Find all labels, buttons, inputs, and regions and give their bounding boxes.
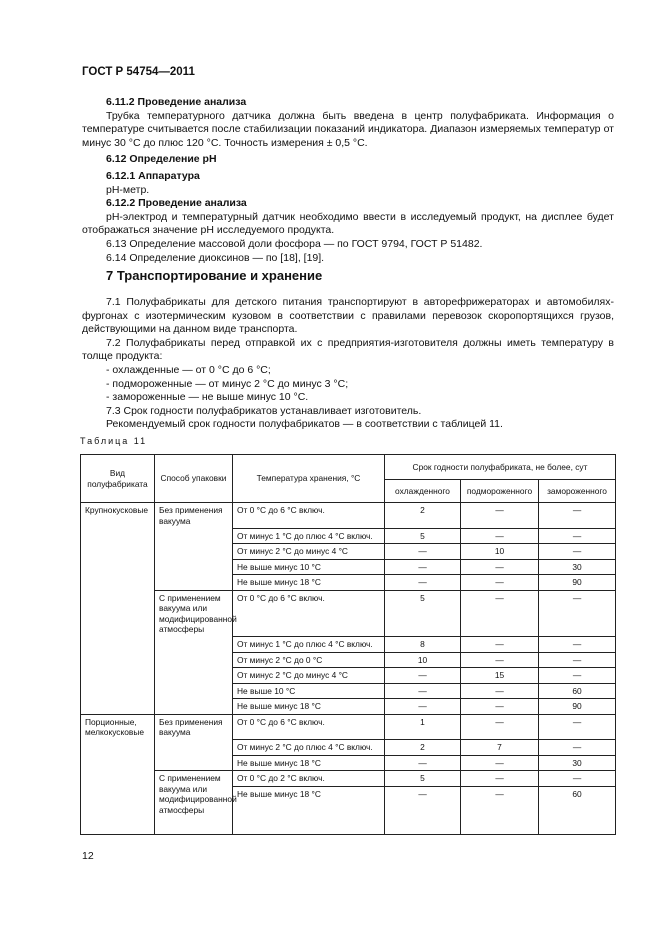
frozen-cell: 30 [539, 559, 616, 575]
chilled-cell: — [385, 683, 461, 699]
chilled-cell: — [385, 699, 461, 715]
table-row [81, 771, 616, 787]
table-row [81, 528, 616, 544]
section-7-1-text: 7.1 Полуфабрикаты для детского питания транспортируют в авторефрижераторах и автомобилях-фургонах с изотермическим кузовом в соответствии с правилами перевозок скоропортящихся грузов, действующими на данном виде транспорта. [82, 296, 614, 336]
frozen-cell: 60 [539, 786, 616, 834]
page-number: 12 [82, 850, 94, 862]
table-row [81, 544, 616, 560]
header-kind: Вид полуфабриката [81, 455, 155, 503]
product-kind-cell: Порционные, мелкокусковые [81, 714, 155, 740]
header-frozen: замороженного [539, 480, 616, 503]
section-7-body [82, 296, 614, 432]
header-pack: Способ упаковки [155, 455, 233, 503]
section-6-11-2-title: 6.11.2 Проведение анализа [106, 96, 247, 108]
temperature-cell: От 0 °С до 6 °С включ. [233, 503, 385, 529]
chilled-cell: 2 [385, 503, 461, 529]
packaging-cell: Без применения вакуума [155, 503, 233, 529]
table-row [81, 637, 616, 653]
packaging-cell: С применением вакуума или модифицированной атмосферы [155, 771, 233, 835]
temperature-cell: От 0 °С до 6 °С включ. [233, 590, 385, 637]
document-header: ГОСТ Р 54754—2011 [82, 66, 195, 78]
temperature-list-item: - подмороженные — от минус 2 °С до минус 3 °С; [106, 377, 349, 390]
table-row [81, 740, 616, 756]
chilled-cell: — [385, 786, 461, 834]
section-7-title: 7 Транспортирование и хранение [106, 268, 323, 283]
chilled-cell: — [385, 544, 461, 560]
section-7-2-text: 7.2 Полуфабрикаты перед отправкой их с предприятия-изготовителя должны иметь температуру в толще продукта: [82, 336, 614, 363]
temperature-cell: Не выше минус 18 °С [233, 786, 385, 834]
section-6-12-1-title: 6.12.1 Аппаратура [106, 169, 200, 182]
frozen-cell: — [539, 544, 616, 560]
section-6-13-text: 6.13 Определение массовой доли фосфора — по ГОСТ 9794, ГОСТ Р 51482. [106, 237, 483, 250]
chilled-cell: 5 [385, 528, 461, 544]
temperature-cell: От минус 2 °С до 0 °С [233, 652, 385, 668]
frozen-cell: — [539, 637, 616, 653]
subfrozen-cell: — [461, 786, 539, 834]
frozen-cell: — [539, 771, 616, 787]
frozen-cell: 90 [539, 575, 616, 591]
temperature-cell: Не выше минус 18 °С [233, 755, 385, 771]
chilled-cell: 8 [385, 637, 461, 653]
subfrozen-cell: — [461, 528, 539, 544]
frozen-cell: — [539, 503, 616, 529]
packaging-cell: Без применения вакуума [155, 714, 233, 740]
table-row [81, 652, 616, 668]
section-6-11-2-text: Трубка температурного датчика должна быть введена в центр полуфабриката. Информация о температуре считывается после стабилизации показаний индикатора. Диапазон измеряемых температур от минус 30 °С до плюс 120 °С. Точность измерения ± 0,5 °С. [82, 109, 614, 149]
subfrozen-cell: — [461, 714, 539, 740]
shelf-life-table [80, 454, 616, 835]
frozen-cell: 60 [539, 683, 616, 699]
temperature-cell: От минус 2 °С до плюс 4 °С включ. [233, 740, 385, 756]
table-row [81, 590, 616, 637]
subfrozen-cell: 7 [461, 740, 539, 756]
packaging-cell: С применением вакуума или модифицированной атмосферы [155, 590, 233, 637]
table-row [81, 755, 616, 771]
subfrozen-cell: — [461, 699, 539, 715]
table-row [81, 683, 616, 699]
header-temperature: Температура хранения, °С [233, 455, 385, 503]
section-6-14-text: 6.14 Определение диоксинов — по [18], [19]. [106, 251, 325, 264]
chilled-cell: — [385, 575, 461, 591]
chilled-cell: 5 [385, 771, 461, 787]
section-6-12-title: 6.12 Определение pH [106, 153, 217, 166]
subfrozen-cell: — [461, 590, 539, 637]
table-row [81, 668, 616, 684]
temperature-cell: От минус 1 °С до плюс 4 °С включ. [233, 637, 385, 653]
temperature-cell: От минус 2 °С до минус 4 °С [233, 668, 385, 684]
frozen-cell: 30 [539, 755, 616, 771]
section-6-12-2-text: pH-электрод и температурный датчик необходимо ввести в исследуемый продукт, на дисплее будет отображаться значение pH исследуемого продукта. [82, 210, 614, 237]
temperature-cell: Не выше минус 18 °С [233, 699, 385, 715]
header-chilled: охлажденного [385, 480, 461, 503]
table-row [81, 714, 616, 740]
subfrozen-cell: — [461, 771, 539, 787]
temperature-cell: От 0 °С до 2 °С включ. [233, 771, 385, 787]
frozen-cell: — [539, 740, 616, 756]
subfrozen-cell: — [461, 637, 539, 653]
chilled-cell: — [385, 559, 461, 575]
temperature-cell: От 0 °С до 6 °С включ. [233, 714, 385, 740]
temperature-cell: Не выше минус 10 °С [233, 559, 385, 575]
temperature-cell: От минус 1 °С до плюс 4 °С включ. [233, 528, 385, 544]
header-shelf-life: Срок годности полуфабриката, не более, сут [385, 455, 616, 480]
subfrozen-cell: — [461, 575, 539, 591]
subfrozen-cell: 10 [461, 544, 539, 560]
product-kind-cell: Крупнокусковые [81, 503, 155, 529]
section-7-3-text-2: Рекомендуемый срок годности полуфабрикатов — в соответствии с таблицей 11. [106, 418, 503, 431]
subfrozen-cell: 15 [461, 668, 539, 684]
table-row [81, 559, 616, 575]
header-subfrozen: подмороженного [461, 480, 539, 503]
chilled-cell: 1 [385, 714, 461, 740]
table-header-row [81, 455, 616, 480]
chilled-cell: — [385, 668, 461, 684]
table-row [81, 503, 616, 529]
temperature-cell: Не выше минус 18 °С [233, 575, 385, 591]
section-6-body [82, 96, 614, 265]
chilled-cell: 2 [385, 740, 461, 756]
section-6-12-2-title: 6.12.2 Проведение анализа [106, 197, 247, 210]
table-row [81, 699, 616, 715]
frozen-cell: — [539, 590, 616, 637]
section-6-12-1-text: pH-метр. [106, 183, 150, 196]
chilled-cell: — [385, 755, 461, 771]
section-7-3-text: 7.3 Срок годности полуфабрикатов устанавливает изготовитель. [106, 404, 422, 417]
temperature-list-item: - замороженные — не выше минус 10 °С. [106, 391, 309, 404]
temperature-cell: От минус 2 °С до минус 4 °С [233, 544, 385, 560]
frozen-cell: 90 [539, 699, 616, 715]
chilled-cell: 10 [385, 652, 461, 668]
subfrozen-cell: — [461, 683, 539, 699]
frozen-cell: — [539, 652, 616, 668]
frozen-cell: — [539, 528, 616, 544]
subfrozen-cell: — [461, 755, 539, 771]
subfrozen-cell: — [461, 652, 539, 668]
table-caption: Таблица 11 [80, 436, 148, 446]
subfrozen-cell: — [461, 503, 539, 529]
frozen-cell: — [539, 668, 616, 684]
subfrozen-cell: — [461, 559, 539, 575]
temperature-list-item: - охлажденные — от 0 °С до 6 °С; [106, 363, 271, 376]
chilled-cell: 5 [385, 590, 461, 637]
table-row [81, 575, 616, 591]
frozen-cell: — [539, 714, 616, 740]
temperature-cell: Не выше 10 °С [233, 683, 385, 699]
